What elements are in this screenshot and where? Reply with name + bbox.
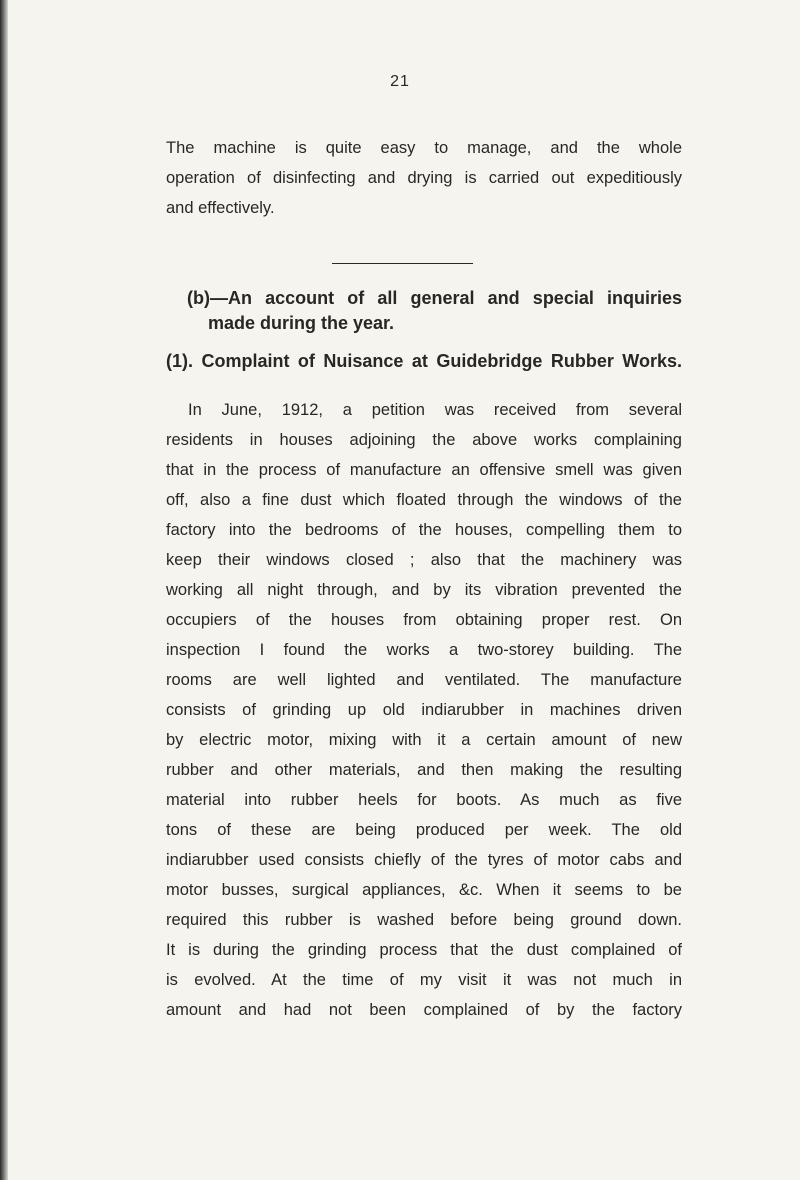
paragraph-line: working all night through, and by its vibration prevented the (166, 581, 682, 599)
section-b-heading-line1: (b)—An account of all general and special inquiries (187, 288, 682, 308)
paragraph-line: inspection I found the works a two-storey building. The (166, 641, 682, 659)
binding-edge (0, 0, 8, 1180)
page-number: 21 (390, 73, 410, 90)
subsection-1-heading: (1). Complaint of Nuisance at Guidebridge Rubber Works. (166, 351, 682, 371)
paragraph-line: operation of disinfecting and drying is carried out expeditiously (166, 169, 682, 187)
body-paragraph (166, 395, 682, 1025)
paragraph-line: indiarubber used consists chiefly of the tyres of motor cabs and (166, 851, 682, 869)
intro-paragraph (166, 133, 682, 223)
paragraph-line: keep their windows closed ; also that the machinery was (166, 551, 682, 569)
paragraph-line: motor busses, surgical appliances, &c. When it seems to be (166, 881, 682, 899)
paragraph-line: consists of grinding up old indiarubber in machines driven (166, 701, 682, 719)
paragraph-line: The machine is quite easy to manage, and the whole (166, 139, 682, 157)
paragraph-line: It is during the grinding process that the dust complained of (166, 941, 682, 959)
paragraph-line: off, also a fine dust which floated through the windows of the (166, 491, 682, 509)
paragraph-line: material into rubber heels for boots. As much as five (166, 791, 682, 809)
section-b-heading-line2: made during the year. (208, 313, 395, 333)
paragraph-line: is evolved. At the time of my visit it was not much in (166, 971, 682, 989)
paragraph-line: factory into the bedrooms of the houses, compelling them to (166, 521, 682, 539)
paragraph-line: and effectively. (166, 199, 275, 217)
paragraph-line: residents in houses adjoining the above works complaining (166, 431, 682, 449)
paragraph-line: occupiers of the houses from obtaining proper rest. On (166, 611, 682, 629)
paragraph-line: required this rubber is washed before being ground down. (166, 911, 682, 929)
paragraph-line: In June, 1912, a petition was received from several (188, 401, 682, 419)
section-divider (332, 263, 473, 264)
paragraph-line: by electric motor, mixing with it a certain amount of new (166, 731, 682, 749)
paragraph-line: rooms are well lighted and ventilated. The manufacture (166, 671, 682, 689)
paragraph-line: tons of these are being produced per week. The old (166, 821, 682, 839)
paragraph-line: that in the process of manufacture an offensive smell was given (166, 461, 682, 479)
paragraph-line: amount and had not been complained of by the factory (166, 1001, 682, 1019)
paragraph-line: rubber and other materials, and then making the resulting (166, 761, 682, 779)
